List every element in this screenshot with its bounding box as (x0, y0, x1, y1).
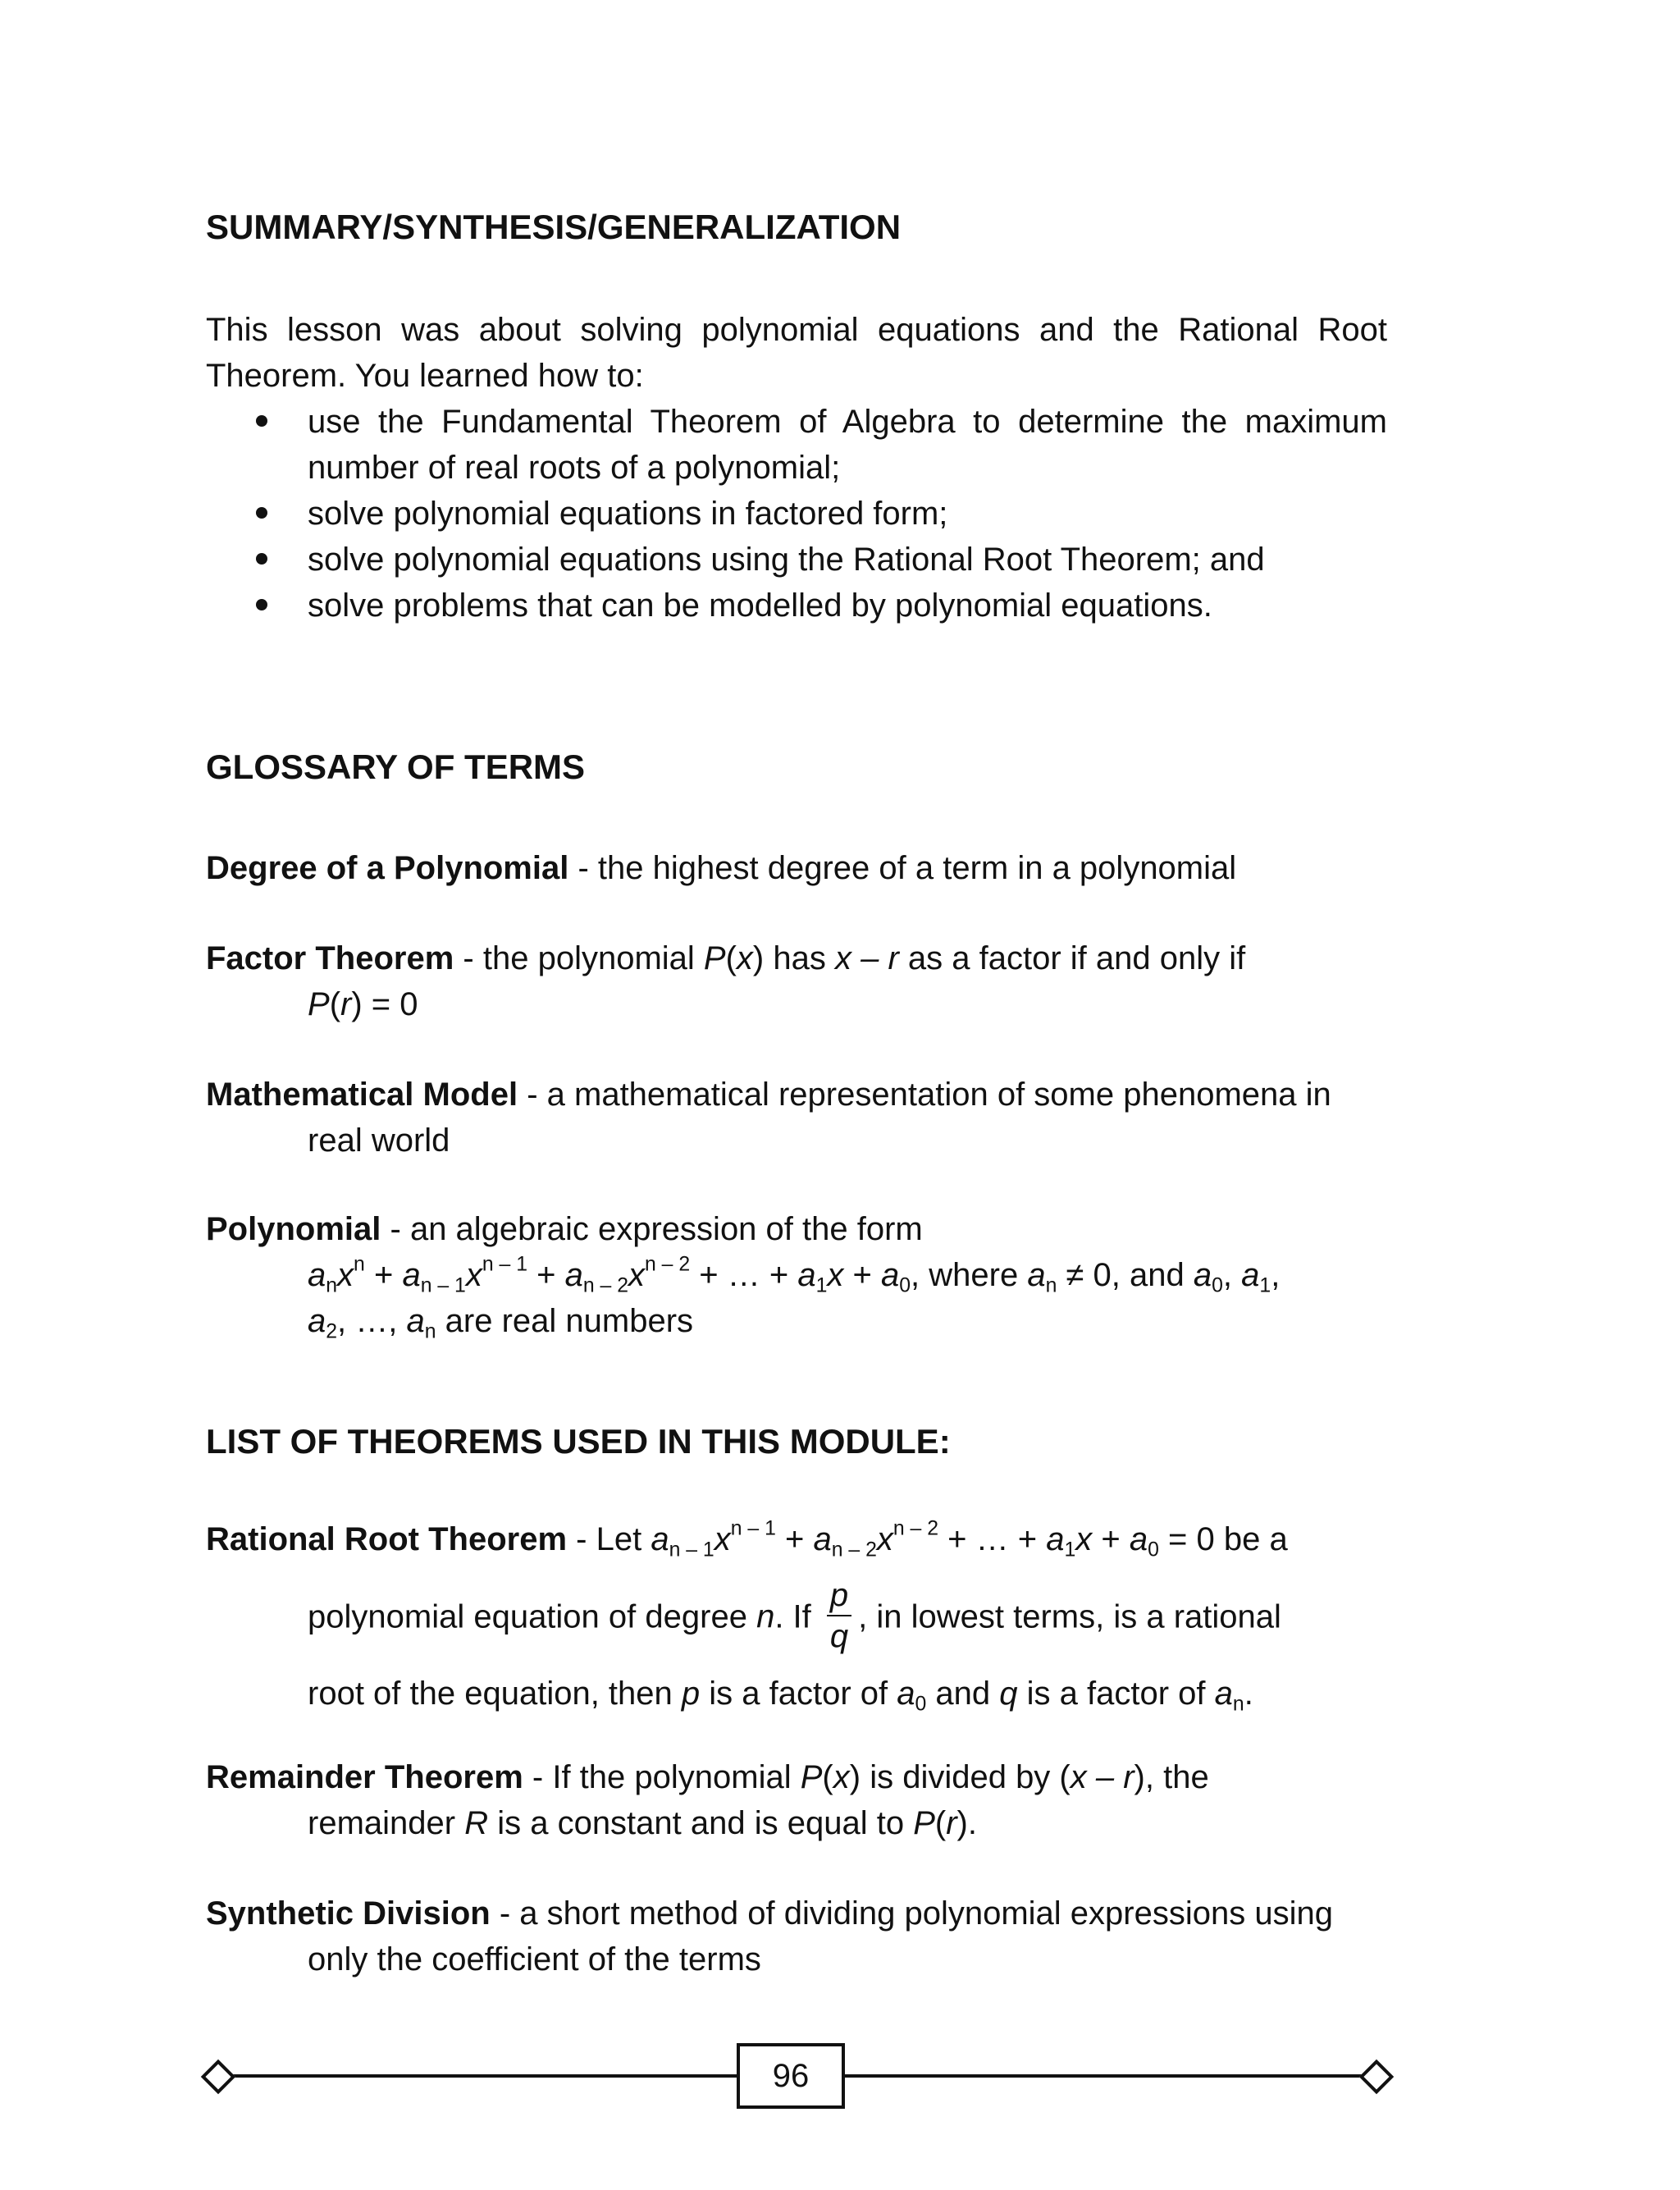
diamond-icon (201, 2060, 235, 2094)
theorem-term: Rational Root Theorem (206, 1521, 568, 1557)
glossary-term: Mathematical Model (206, 1077, 518, 1113)
summary-heading: SUMMARY/SYNTHESIS/GENERALIZATION (206, 208, 902, 246)
theorem-term: Remainder Theorem (206, 1759, 523, 1795)
bullet-icon (256, 553, 267, 565)
bullet-icon (256, 507, 267, 519)
glossary-heading: GLOSSARY OF TERMS (206, 748, 586, 786)
theorem-entry-remainder: Remainder Theorem - If the polynomial P(x) is divided by (x – r), the remainder R is a constant and is equal to P(r). (206, 1759, 1209, 1841)
footer-rule-right (842, 2074, 1379, 2078)
theorem-entry-synthetic-division (206, 1891, 1387, 1982)
theorem-entry-rational-root: Rational Root Theorem - Let $a_{n - 1}x^{n - 1} + a_{n - 2}x^{n - 2}$ + … + $a_1x + a_0 = 0$ be a polynomial equation of degree n. If $\frac{p}{q}$ , in lowest terms, is a rational root of the equation, then p is a factor of $a_0$ and q is a factor of $a_n$. (206, 1517, 1288, 1716)
glossary-definition: - the highest degree of a term in a polynomial (578, 850, 1237, 886)
summary-body (206, 307, 1387, 629)
p-over-q-fraction: $\frac{p}{q}$ (827, 1575, 851, 1656)
glossary-definition: - a mathematical representation of some phenomena in real world (308, 1077, 1331, 1159)
glossary-entry-polynomial: Polynomial - an algebraic expression of the form $a_nx^n + a_{n - 1}x^{n - 1} + a_{n - 2}x^{n - 2}$ + … + $a_1x + a_0$, where $a_n \ne 0$, and $a_0$, $a_1$, $a_2$, …, $a_n$ are real numbers (206, 1206, 1387, 1344)
list-item: solve polynomial equations using the Rational Root Theorem; and (206, 537, 1387, 583)
glossary-term: Factor Theorem (206, 940, 454, 976)
glossary-term: Degree of a Polynomial (206, 850, 569, 886)
list-item: solve polynomial equations in factored form; (206, 491, 1387, 537)
summary-intro: This lesson was about solving polynomial equations and the Rational Root Theorem. You learned how to: (206, 312, 1387, 394)
page-footer (206, 2043, 1387, 2109)
bullet-icon (256, 599, 267, 610)
summary-section (206, 205, 1387, 249)
polynomial-general-form: $a_nx^n + a_{n - 1}x^{n - 1} + a_{n - 2}x^{n - 2}$ + … + $a_1x + a_0$, where $a_n \ne 0$, and $a_0$, $a_1$, (308, 1253, 1281, 1297)
glossary-entry-factor-theorem: Factor Theorem - the polynomial P(x) has x – r as a factor if and only if P(r) = 0 (206, 940, 1246, 1022)
glossary-entry-math-model (206, 1072, 1387, 1164)
diamond-icon (1359, 2060, 1394, 2094)
theorems-section (206, 1420, 1387, 1464)
list-item: use the Fundamental Theorem of Algebra to determine the maximum number of real roots of a polynomial; (206, 399, 1387, 491)
footer-rule-left (216, 2074, 737, 2078)
glossary-section (206, 745, 1387, 789)
summary-bullet-list (206, 399, 1387, 629)
glossary-entry-degree (206, 845, 1387, 891)
theorem-term: Synthetic Division (206, 1895, 491, 1932)
bullet-icon (256, 415, 267, 427)
list-item: solve problems that can be modelled by polynomial equations. (206, 583, 1387, 629)
glossary-term: Polynomial (206, 1211, 381, 1247)
theorem-definition: - a short method of dividing polynomial expressions using only the coefficient of the terms (308, 1895, 1333, 1977)
page-number: 96 (737, 2043, 845, 2109)
theorems-heading: LIST OF THEOREMS USED IN THIS MODULE: (206, 1422, 951, 1461)
